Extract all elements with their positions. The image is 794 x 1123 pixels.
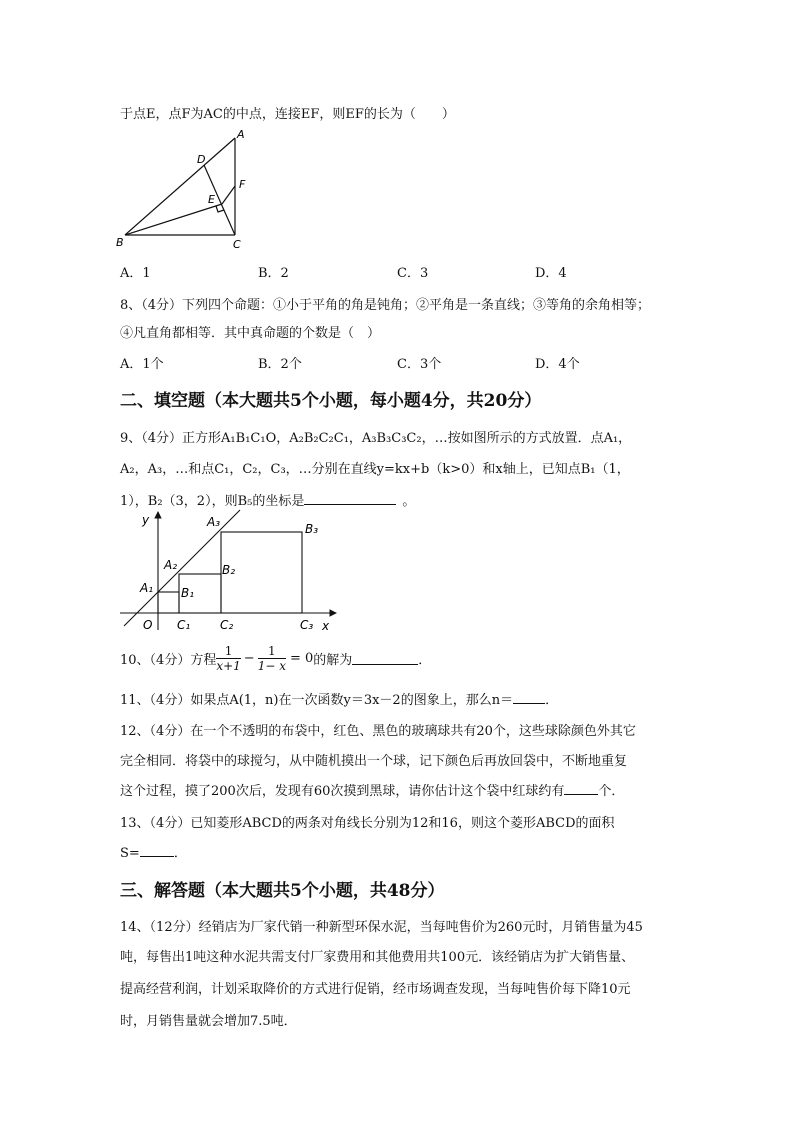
q10-text: 10、（4分）方程 (120, 652, 217, 668)
label-c1: C₁ (177, 618, 191, 632)
q10-equals: = 0 (289, 650, 314, 666)
label-b3: B₃ (305, 522, 319, 536)
q7-option-d: D．4 (535, 266, 567, 281)
q8-option-a: A．1个 (120, 357, 164, 372)
q11-end: ． (545, 693, 559, 708)
q10-answer-blank (352, 652, 418, 665)
q12-line-3 (120, 780, 624, 799)
label-a2: A₂ (164, 558, 178, 572)
segment-be (125, 204, 222, 235)
q7-text: 于点E，点F为AC的中点，连接EF，则EF的长为（ ） (120, 107, 455, 122)
section-3-title: 三、解答题（本大题共5个小题，共48分） (120, 881, 445, 901)
label-a1: A₁ (140, 581, 154, 595)
q14-line-4: 时，月销售量就会增加7.5吨． (120, 1014, 297, 1029)
q12-answer-blank (564, 782, 598, 795)
q7-option-b: B．2 (258, 266, 289, 281)
q12-line-1: 12、（4分）在一个不透明的布袋中，红色、黑色的玻璃球共有20个，这些球除颜色外其它 (120, 724, 636, 739)
q13-line-2-end: ． (173, 846, 187, 861)
q8-option-d: D．4个 (535, 357, 580, 372)
q10-frac2-num: 1 (268, 643, 276, 658)
q7-option-a: A．1 (120, 266, 151, 281)
q13-line-2 (120, 842, 187, 861)
label-a3: A₃ (207, 515, 221, 529)
q10-end: ． (418, 652, 432, 668)
q10-post: 的解为 (313, 652, 353, 668)
q9-line-1: 9、（4分）正方形A₁B₁C₁O，A₂B₂C₂C₁，A₃B₃C₃C₂，…按如图所示的方式放置．点A₁， (120, 431, 632, 446)
q7-triangle-figure (115, 128, 255, 253)
label-c: C (233, 238, 241, 251)
q10-frac1-num: 1 (224, 643, 233, 658)
q12-line-3-text: 这个过程，摸了200次后，发现有60次摸到黑球，请你估计这个袋中红球约有 (120, 784, 565, 799)
label-b1: B₁ (181, 586, 195, 600)
q9-line-3-text: 1），B₂（3，2），则B₅的坐标是 (120, 494, 305, 509)
q14-line-2: 吨，每售出1吨这种水泥共需支付厂家费用和其他费用共100元．该经销店为扩大销售量、 (120, 950, 635, 965)
q13-line-2-text: S= (120, 846, 140, 861)
q9-line-3 (120, 490, 415, 509)
q7-option-c: C．3 (397, 266, 429, 281)
q10-frac2-den: 1− x (257, 658, 286, 673)
q9-line-3-end: 。 (402, 494, 416, 509)
label-o: O (143, 618, 153, 632)
q8-option-c: C．3个 (397, 357, 442, 372)
label-b2: B₂ (222, 563, 236, 577)
q10-fraction-1 (216, 644, 240, 673)
section-2-title: 二、填空题（本大题共5个小题，每小题4分，共20分） (120, 391, 542, 411)
label-y: y (142, 513, 150, 527)
q8-option-b: B．2个 (258, 357, 302, 372)
q9-line-2: A₂，A₃，…和点C₁，C₂，C₃，…分别在直线y=kx+b（k>0）和x轴上，已知点B₁（1， (120, 462, 630, 477)
q11-answer-blank (513, 691, 545, 704)
q11-text: 11、（4分）如果点A(1，n)在一次函数y＝3x－2的图象上，那么n＝ (120, 693, 514, 708)
q10-minus: − (243, 650, 255, 666)
label-a: A (237, 128, 245, 141)
label-b: B (116, 236, 124, 249)
q12-line-3-end: 个． (598, 784, 625, 799)
label-d: D (197, 153, 206, 166)
q10-line (120, 640, 431, 676)
q11-line (120, 689, 558, 708)
q12-line-2: 完全相同．将袋中的球搅匀，从中随机摸出一个球，记下颜色后再放回袋中，不断地重复 (120, 754, 628, 769)
label-f: F (239, 178, 246, 191)
q14-line-1: 14、（12分）经销店为厂家代销一种新型环保水泥，当每吨售价为260元时，月销售量为45 (120, 920, 643, 935)
q13-answer-blank (140, 844, 174, 857)
square-1 (158, 592, 179, 613)
q10-frac1-den: x+1 (216, 658, 241, 673)
label-c3: C₃ (300, 618, 314, 632)
q8-line-1: 8、（4分）下列四个命题：①小于平角的角是钝角；②平角是一条直线；③等角的余角相等； (120, 298, 651, 313)
q10-fraction-2 (258, 644, 286, 673)
q9-answer-blank (304, 492, 396, 505)
label-e: E (208, 193, 215, 206)
segment-ab (125, 138, 235, 235)
q9-squares-figure (114, 508, 344, 633)
segment-ef (222, 186, 235, 204)
label-x: x (322, 619, 330, 633)
q8-line-2: ④凡直角都相等．其中真命题的个数是（ ） (120, 326, 381, 341)
q13-line-1: 13、（4分）已知菱形ABCD的两条对角线长分别为12和16，则这个菱形ABCD的面积 (120, 816, 615, 831)
label-c2: C₂ (220, 618, 234, 632)
q14-line-3: 提高经营利润，计划采取降价的方式进行促销，经市场调查发现，当每吨售价每下降10元 (120, 982, 631, 997)
